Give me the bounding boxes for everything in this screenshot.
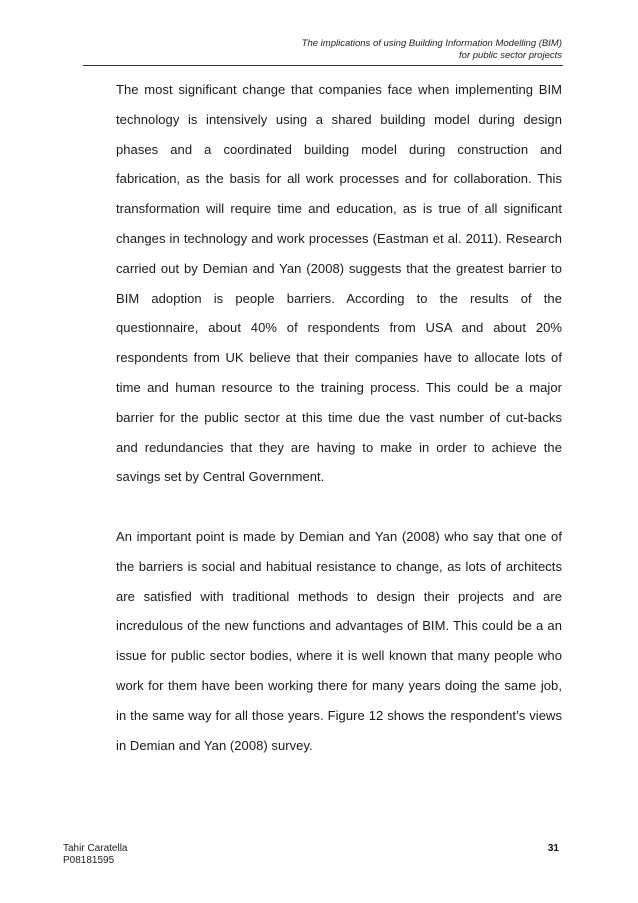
body-text bbox=[116, 75, 562, 760]
header-divider bbox=[83, 65, 563, 66]
page-number: 31 bbox=[547, 843, 559, 854]
footer-student-id: P08181595 bbox=[63, 855, 115, 866]
header-title-line-2: for public sector projects bbox=[459, 50, 562, 61]
running-header bbox=[142, 38, 562, 62]
header-title-line-1: The implications of using Building Information Modelling (BIM) bbox=[301, 38, 562, 49]
footer-author-block bbox=[63, 843, 127, 867]
paragraph-resistance-to-change: An important point is made by Demian and Yan (2008) who say that one of the barriers is social and habitual resistance to change, as lots of architects are satisfied with traditional methods to design their projects and are incredulous of the new functions and advantages of BIM. This could be a an issue for public sector bodies, where it is well known that many people who work for them have been working there for many years doing the same job, in the same way for all those years. Figure 12 shows the respondent’s views in Demian and Yan (2008) survey. bbox=[116, 528, 562, 753]
footer-author-name: Tahir Caratella bbox=[63, 843, 128, 854]
paragraph-bim-change: The most significant change that companies face when implementing BIM technology is intensively using a shared building model during design phases and a coordinated building model during construction and fabrication, as the basis for all work processes and for collaboration. This transformation will require time and education, as is true of all significant changes in technology and work processes (Eastman et al. 2011). Research carried out by Demian and Yan (2008) suggests that the greatest barrier to BIM adoption is people barriers. According to the results of the questionnaire, about 40% of respondents from USA and about 20% respondents from UK believe that their companies have to allocate lots of time and human resource to the training process. This could be a major barrier for the public sector at this time due the vast number of cut-backs and redundancies that they are having to make in order to achieve the savings set by Central Government. bbox=[116, 82, 562, 485]
